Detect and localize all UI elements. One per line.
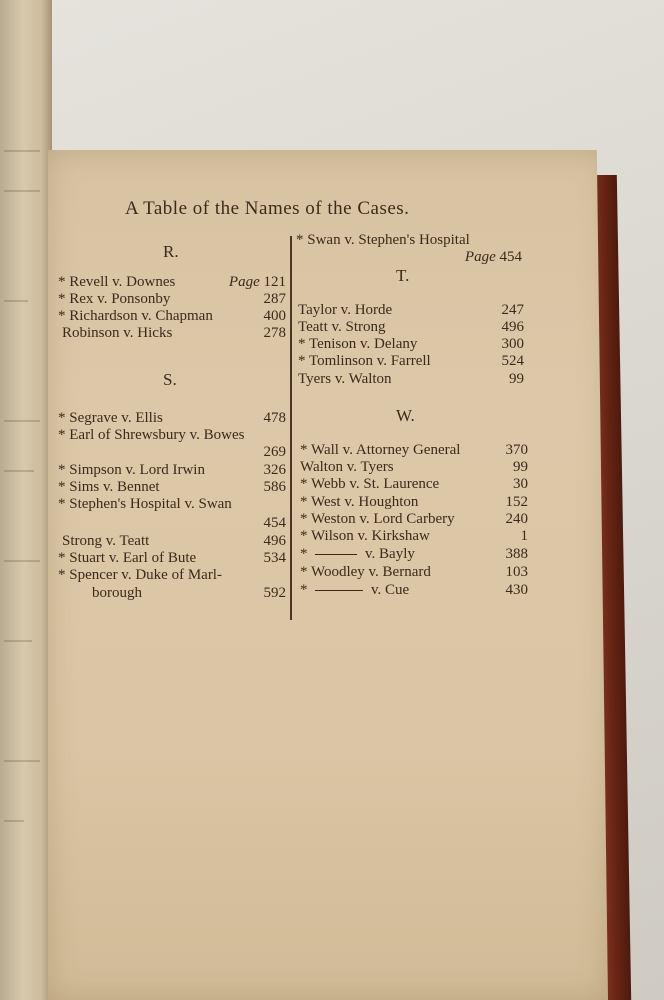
ditto-dash (315, 590, 363, 591)
case-entry: * Woodley v. Bernard 103 (300, 564, 528, 580)
case-entry: * Stephen's Hospital v. Swan (58, 496, 232, 512)
case-entry: * Wilson v. Kirkshaw 1 (300, 528, 528, 544)
section-letter-s: S. (163, 370, 177, 389)
case-entry: * Spencer v. Duke of Marl- (58, 567, 222, 583)
case-entry: Tyers v. Walton 99 (298, 371, 524, 387)
case-entry: * v. Bayly 388 (300, 546, 528, 562)
case-entry: * Earl of Shrewsbury v. Bowes (58, 427, 245, 443)
left-page-edge (0, 0, 52, 1000)
case-entry: * Richardson v. Chapman 400 (58, 308, 286, 324)
case-entry: * Weston v. Lord Carbery 240 (300, 511, 528, 527)
case-entry: * Tenison v. Delany 300 (298, 336, 524, 352)
case-entry: * Sims v. Bennet 586 (58, 479, 286, 495)
section-letter-t: T. (396, 266, 410, 285)
case-entry: Robinson v. Hicks 278 (62, 325, 286, 341)
case-entry: Strong v. Teatt 496 (62, 533, 286, 549)
case-entry: * Wall v. Attorney General 370 (300, 442, 528, 458)
section-letter-r: R. (163, 242, 179, 261)
case-entry: * Stuart v. Earl of Bute 534 (58, 550, 286, 566)
case-entry: * Tomlinson v. Farrell 524 (298, 353, 524, 369)
column-divider (290, 236, 292, 620)
case-entry: Teatt v. Strong 496 (298, 319, 524, 335)
case-entry: * Simpson v. Lord Irwin 326 (58, 462, 286, 478)
case-entry: * West v. Houghton 152 (300, 494, 528, 510)
case-entry: * v. Cue 430 (300, 582, 528, 598)
ditto-dash (315, 554, 357, 555)
case-entry: * Segrave v. Ellis 478 (58, 410, 286, 426)
case-entry: borough 592 (92, 585, 286, 601)
case-entry: * Rex v. Ponsonby 287 (58, 291, 286, 307)
case-entry: Taylor v. Horde 247 (298, 302, 524, 318)
page-title: A Table of the Names of the Cases. (125, 198, 410, 219)
case-entry: Walton v. Tyers 99 (300, 459, 528, 475)
case-entry: * Revell v. Downes Page 121 (58, 274, 286, 290)
section-letter-w: W. (396, 406, 415, 425)
case-entry: * Webb v. St. Laurence 30 (300, 476, 528, 492)
case-entry: * Swan v. Stephen's Hospital (296, 232, 470, 248)
